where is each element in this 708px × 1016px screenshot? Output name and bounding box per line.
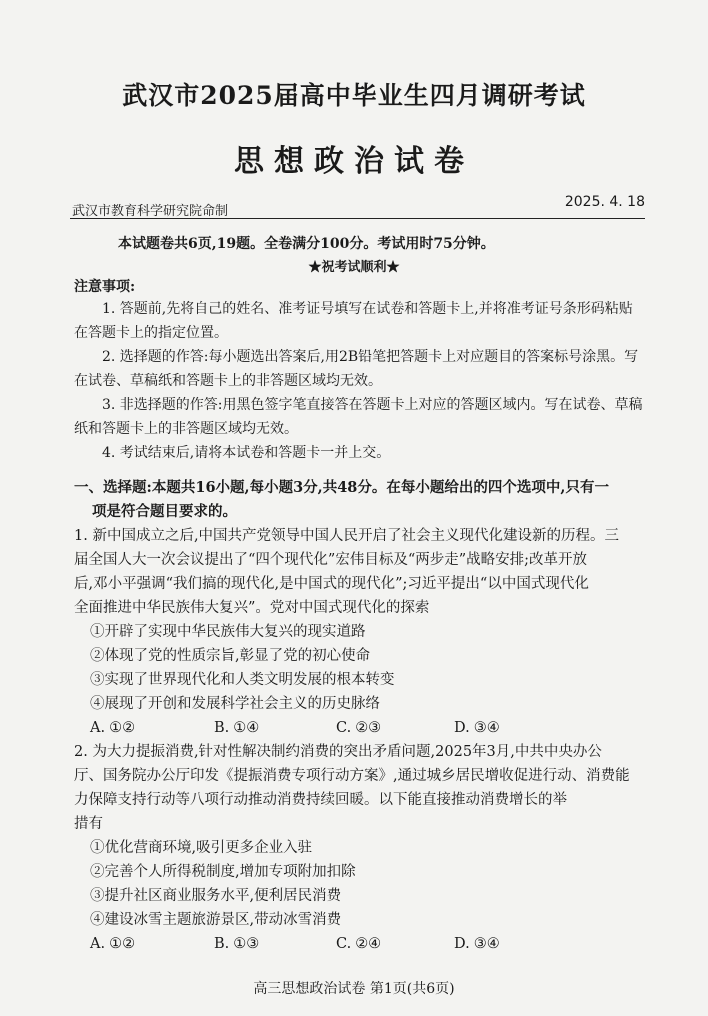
statement: ②完善个人所得税制度,增加专项附加扣除 <box>90 864 356 880</box>
exam-date: 2025. 4. 18 <box>564 194 645 210</box>
choice-value: ①② <box>109 720 136 736</box>
choice-d[interactable] <box>454 716 500 740</box>
question-2 <box>74 740 654 956</box>
statement: ①开辟了实现中华民族伟大复兴的现实道路 <box>90 624 366 640</box>
statement: ①优化营商环境,吸引更多企业入驻 <box>90 840 313 856</box>
issuer: 武汉市教育科学研究院命制 <box>72 204 229 219</box>
choice-value: ③④ <box>473 936 500 952</box>
statement: ④建设冰雪主题旅游景区,带动冰雪消费 <box>90 912 342 928</box>
section-heading-line: 一、选择题:本题共16小题,每小题3分,共48分。在每小题给出的四个选项中,只有一 <box>74 479 609 496</box>
notice-item: 1. 答题前,先将自己的姓名、准考证号填写在试卷和答题卡上,并将准考证号条形码粘贴在答题卡上的指定位置。 <box>74 301 633 341</box>
page-footer: 高三思想政治试卷 第1页(共6页) <box>253 981 455 997</box>
question-stem-line: 1. 新中国成立之后,中国共产党领导中国人民开启了社会主义现代化建设新的历程。三 <box>74 528 620 544</box>
choice-label: B. <box>214 936 230 952</box>
choice-label: C. <box>336 936 352 952</box>
question-stem-line: 后,邓小平强调“我们搞的现代化,是中国式的现代化”;习近平提出“以中国式现代化 <box>74 576 589 592</box>
notice-item: 4. 考试结束后,请将本试卷和答题卡一并上交。 <box>102 445 391 461</box>
issuer-row <box>70 194 645 219</box>
question-stem-line: 全面推进中华民族伟大复兴”。党对中国式现代化的探索 <box>74 600 430 616</box>
choice-b[interactable] <box>214 932 259 956</box>
choice-label: B. <box>214 720 230 736</box>
section-heading-line: 项是符合题目要求的。 <box>92 503 237 520</box>
notice-heading: 注意事项: <box>74 279 136 295</box>
question-1 <box>74 524 654 740</box>
choice-d[interactable] <box>454 932 500 956</box>
answer-choices <box>74 932 654 956</box>
choice-value: ②③ <box>355 720 382 736</box>
exam-title: 武汉市2025届高中毕业生四月调研考试 <box>122 81 586 110</box>
choice-value: ②④ <box>355 936 382 952</box>
choice-label: A. <box>90 720 106 736</box>
choice-label: C. <box>336 720 352 736</box>
choice-c[interactable] <box>336 716 381 740</box>
good-luck-line: ★祝考试顺利★ <box>308 260 400 275</box>
notice-item: 3. 非选择题的作答:用黑色签字笔直接答在答题卡上对应的答题区域内。写在试卷、草稿纸和答题卡上的非答题区域均无效。 <box>74 397 643 437</box>
statement: ③实现了世界现代化和人类文明发展的根本转变 <box>90 672 395 688</box>
answer-choices <box>74 716 654 740</box>
question-stem-line: 措有 <box>74 816 103 832</box>
choice-a[interactable] <box>90 932 135 956</box>
choice-a[interactable] <box>90 716 135 740</box>
choice-label: D. <box>454 720 470 736</box>
choice-c[interactable] <box>336 932 381 956</box>
question-stem-line: 厅、国务院办公厅印发《提振消费专项行动方案》,通过城乡居民增收促进行动、消费能 <box>74 768 630 784</box>
notice-item: 2. 选择题的作答:每小题选出答案后,用2B铅笔把答题卡上对应题目的答案标号涂黑。写在试卷、草稿纸和答题卡上的非答题区域均无效。 <box>74 349 639 389</box>
exam-summary: 本试题卷共6页,19题。全卷满分100分。考试用时75分钟。 <box>118 236 495 252</box>
statement: ④展现了开创和发展科学社会主义的历史脉络 <box>90 696 380 712</box>
statement: ②体现了党的性质宗旨,彰显了党的初心使命 <box>90 648 371 664</box>
choice-label: D. <box>454 936 470 952</box>
statement: ③提升社区商业服务水平,便利居民消费 <box>90 888 342 904</box>
choice-label: A. <box>90 936 106 952</box>
question-stem-line: 2. 为大力提振消费,针对性解决制约消费的突出矛盾问题,2025年3月,中共中央办公 <box>74 744 602 760</box>
choice-b[interactable] <box>214 716 259 740</box>
choice-value: ③④ <box>473 720 500 736</box>
choice-value: ①④ <box>233 720 260 736</box>
section-heading <box>74 476 654 524</box>
choice-value: ①③ <box>233 936 260 952</box>
question-stem-line: 力保障支持行动等八项行动推动消费持续回暖。以下能直接推动消费增长的举 <box>74 792 567 808</box>
subject-title: 思想政治试卷 <box>234 144 474 179</box>
question-stem-line: 届全国人大一次会议提出了“四个现代化”宏伟目标及“两步走”战略安排;改革开放 <box>74 552 588 568</box>
choice-value: ①② <box>109 936 136 952</box>
